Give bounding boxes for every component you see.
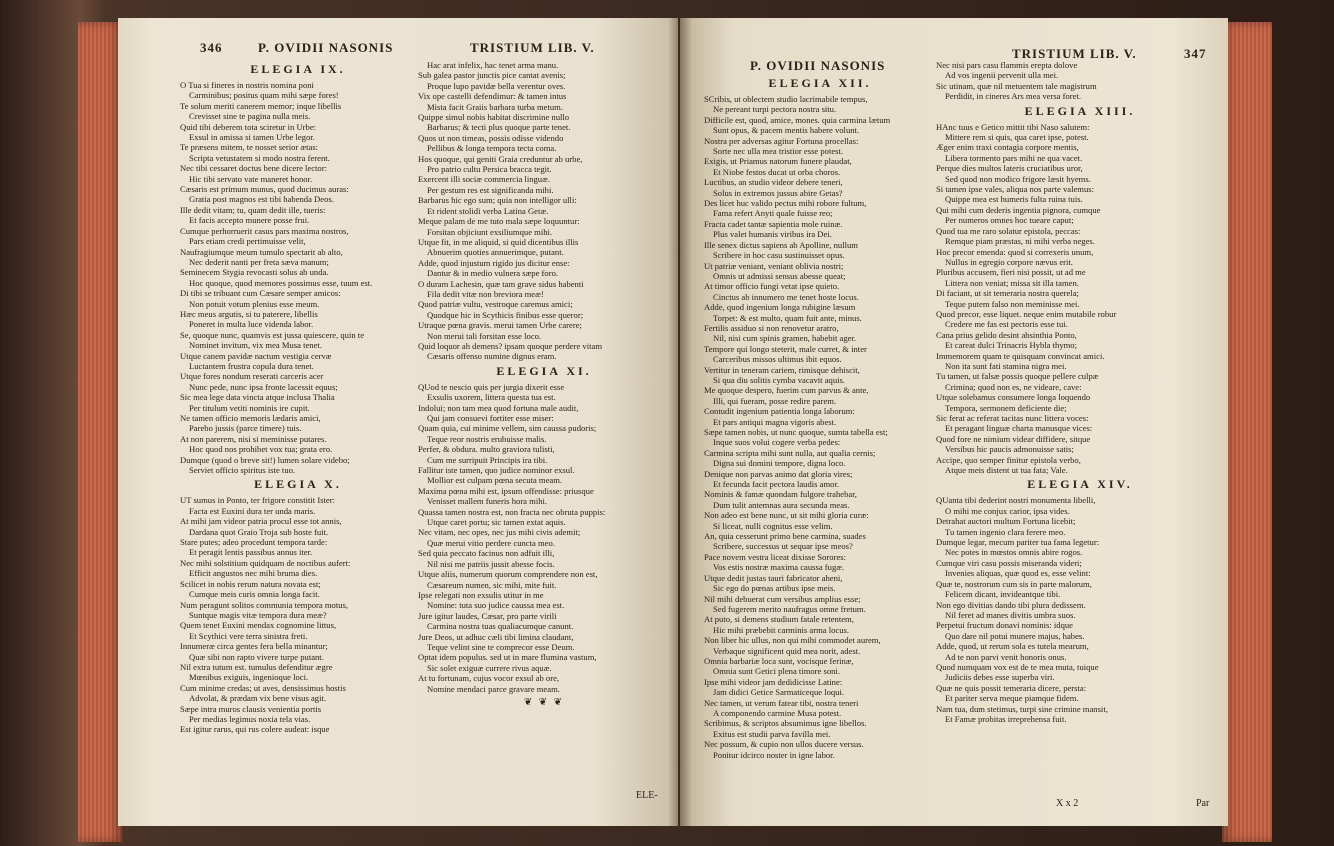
verse-line: Carceribus missos ultimus ibit equos. <box>713 354 842 365</box>
verse-line: Hos quoque, qui geniti Graia creduntur ab urbe, <box>418 153 583 164</box>
verse-line: Jure Deos, ut adhuc cæli tibi limina claudant, <box>418 631 574 642</box>
verse-line: Utque aliis, numerum quorum comprendere non est, <box>418 569 598 580</box>
verse-line: Jam didici Getice Sarmaticeque loqui. <box>713 687 845 698</box>
verse-line: Atque meis distent ut tua fata; Vale. <box>945 465 1068 476</box>
verse-line: Exitus est studii parva favilla mei. <box>713 728 831 739</box>
verse-line: Tempora, sermonem deficiente die; <box>945 402 1067 413</box>
verse-line: Æger enim traxi contagia corpore mentis, <box>936 142 1079 153</box>
verse-line: Si liceat, nulli cognitus esse velim. <box>713 520 833 531</box>
verse-line: O duram Lachesin, quæ tam grave sidus habenti <box>418 278 584 289</box>
verse-line: Hoc precor emenda: quod si correxeris unum, <box>936 246 1094 257</box>
verse-line: Exigis, ut Priamus natorum funere plaudat, <box>704 156 852 167</box>
verse-line: Maxima pœna mihi est, ipsum offendisse: priusque <box>418 485 594 496</box>
verse-line: Adde, quod injustum rigido jus dicitur ense: <box>418 257 570 268</box>
verse-line: Nec potes in mœstos omnis abire rogos. <box>945 547 1083 558</box>
verse-line: Perfer, & obdura. multo graviora tulisti, <box>418 444 555 455</box>
verse-line: Exsulis uxorem, littera questa tua est. <box>427 392 556 403</box>
verse-line: Nominet invitum, vix mea Musa tenet. <box>189 340 322 351</box>
verse-line: Nominis & famæ quondam fulgore trahebar, <box>704 489 857 500</box>
verse-line: Hoc quod nos prohibet vox tua; grata ero. <box>189 444 333 455</box>
verse-line: Quod numquam vox est de te mea muta, tuique <box>936 661 1099 672</box>
ornament: ❦ ❦ ❦ <box>523 696 565 708</box>
verse-line: Nil feret ad manes divitis umbra suos. <box>945 609 1076 620</box>
verse-line: Adde, quod, ut rerum sola es tutela mearum, <box>936 641 1089 652</box>
verse-line: Hic mihi præbebit carminis arma locus. <box>713 624 850 635</box>
verse-line: Cum me surripuit Principis ira tibi. <box>427 454 548 465</box>
verse-line: Cumque meis curis omnia longa facit. <box>189 589 320 600</box>
verse-line: Quod fore ne nimium videar diffidere, sitque <box>936 433 1091 444</box>
verse-line: Est igitur rarus, qui rus colere audeat: isque <box>180 724 330 735</box>
verse-line: Pace novem vestra liceat dixisse Sorores: <box>704 551 846 562</box>
verse-line: Poneret in multa luce videnda labor. <box>189 319 314 330</box>
verse-line: Et pariter serva meque piamque fidem. <box>945 693 1079 704</box>
verse-line: Ne pereant turpi pectora nostra situ. <box>713 104 837 115</box>
verse-line: Quid tibi deberem tota sciretur in Urbe: <box>180 121 317 132</box>
verse-line: Quippe simul nobis habitat discrimine nullo <box>418 112 570 123</box>
verse-line: Sic ego do pœnas artibus ipse meis. <box>713 583 836 594</box>
verse-line: Barbarus hic ego sum; quia non intelligor ulli: <box>418 195 577 206</box>
verse-line: Et peragit lentis passibus annus iter. <box>189 547 313 558</box>
verse-line: Nil nisi me patriis jussit abesse focis. <box>427 558 555 569</box>
verse-line: Cæsaris offenso numine dignus eram. <box>427 351 557 362</box>
left-column-2 <box>418 60 670 712</box>
verse-line: Pluribus accusem, fieri nisi possit, ut ad me <box>936 267 1086 278</box>
verse-line: Cæsaris est primum munus, quod ducimus auras: <box>180 184 349 195</box>
verse-line: Quod tua me raro solatur epistola, peccas: <box>936 225 1081 236</box>
verse-line: Ut patriæ veniant, veniant oblivia nostri; <box>704 260 844 271</box>
verse-line: Utque fit, in me aliquid, si quid dicentibus illis <box>418 236 579 247</box>
verse-line: Innumeræ circa gentes fera bella minantur; <box>180 641 328 652</box>
verse-line: Accipe, quo semper finitur epistola verbo, <box>936 454 1081 465</box>
verse-line: Non liber hic ullus, non qui mihi commodet aurem, <box>704 635 881 646</box>
left-column-1 <box>180 60 416 735</box>
verse-line: Vos estis nostræ maxima caussa fugæ. <box>713 562 845 573</box>
verse-line: Verbaque significent quid mea norit, adest. <box>713 645 861 656</box>
verse-line: Ad te non parvi venit honoris onus. <box>945 651 1067 662</box>
verse-line: Tempore qui longo steterit, male curret, & inter <box>704 343 867 354</box>
signature-mark: X x 2 <box>1056 798 1079 809</box>
verse-line: Quem tenet Euxini mendax cognomine littus, <box>180 620 337 631</box>
verse-line: Per titulum vetiti nominis ire cupit. <box>189 402 310 413</box>
verse-line: Ipse relegati non exsulis utitur in me <box>418 589 544 600</box>
verse-line: Si qua diu solitis cymba vacavit aquis. <box>713 374 845 385</box>
verse-line: Nec vitam, nec opes, nec jus mihi civis ademit; <box>418 527 581 538</box>
verse-line: SCribis, ut oblectem studio lacrimabile tempus, <box>704 94 868 104</box>
page-number: 346 <box>200 40 223 55</box>
verse-line: Se, quoque nunc, quamvis est jussa quiescere, quin te <box>180 329 365 340</box>
verse-line: Perpetui fructum donavi nominis: idque <box>936 620 1074 631</box>
verse-line: Nam tua, dum stetimus, turpi sine crimine mansit, <box>936 703 1108 714</box>
verse-line: Et rident stolidi verba Latina Getæ. <box>427 205 549 216</box>
verse-line: Fertilis assiduo si non renovetur aratro, <box>704 322 839 333</box>
verse-line: Sed quod non modico frigore læsit hyems. <box>945 173 1091 184</box>
verse-line: Quæ ne quis possit temeraria dicere, persta: <box>936 682 1087 693</box>
verse-line: Per numeros omnes hoc tueare caput; <box>945 215 1074 226</box>
verse-line: Hæc meus argutis, si tu paterere, libellis <box>180 308 318 319</box>
verse-line: Non ego divitias dando tibi plura dedissem. <box>936 599 1086 610</box>
verse-line: Fila dedit vitæ non breviora meæ! <box>427 288 544 299</box>
verse-line: Utque dedit justas tauri fabricator aheni, <box>704 572 843 583</box>
verse-line: Sæpe intra muros clausis venientia portis <box>180 703 322 714</box>
verse-line: Ille senex dictus sapiens ab Apolline, nullum <box>704 239 858 250</box>
verse-line: Et Famæ probitas irreprehensa fuit. <box>945 713 1067 724</box>
verse-line: Sic ferat ac referat tacitas nunc littera voces: <box>936 413 1089 423</box>
verse-line: Nec mihi solstitium quidquam de noctibus aufert: <box>180 557 351 568</box>
right-column-2 <box>936 60 1224 724</box>
verse-line: Immemorem quam te quisquam convincat amici. <box>936 350 1105 361</box>
verse-line: Utraque pœna gravis. merui tamen Urbe carere; <box>418 320 582 331</box>
verse-line: Fracta cadet tantæ sapientia mole ruinæ. <box>704 218 843 229</box>
verse-line: Cumque perhorruerit casus pars maxima nostros, <box>180 225 349 236</box>
verse-line: Sic utinam, quæ nil metuentem tale magistrum <box>936 80 1097 91</box>
verse-line: Nostra per adversas agitur Fortuna procellas: <box>704 135 859 146</box>
right-page <box>680 18 1228 826</box>
verse-line: Detrahat auctori multum Fortuna licebit; <box>936 516 1076 527</box>
verse-line: Felicem dicant, invideantque tibi. <box>945 589 1061 600</box>
verse-line: Te solum meriti canerem memor; inque libellis <box>180 100 342 111</box>
verse-line: Num peragunt solitos communia tempora motus, <box>180 599 349 610</box>
verse-line: Jure igitur laudes, Cæsar, pro parte virili <box>418 610 557 621</box>
verse-line: Illi, qui fueram, posse redire parem. <box>713 395 837 406</box>
verse-line: Scribere, successus ut sequar ipse meos? <box>713 541 853 552</box>
verse-line: Di tibi se tribuant cum Cæsare semper amicos: <box>180 288 341 299</box>
verse-line: QUanta tibi dederint nostri monumenta libelli, <box>936 495 1096 506</box>
verse-line: Suntque magis vitæ tempora dura meæ? <box>189 609 327 620</box>
verse-line: Solus in extremos jussus abire Getas? <box>713 187 843 198</box>
verse-line: Gratia post magnos est tibi habenda Deos. <box>189 194 334 205</box>
verse-line: Quassa tamen nostra est, non fracta nec obruta puppis: <box>418 506 606 517</box>
verse-line: Vix ope castelli defendimur: & tamen intus <box>418 91 567 102</box>
verse-line: Advolat, & prædam vix bene visus agit. <box>189 693 327 704</box>
verse-line: Remque piam præstas, ni mihi verba neges. <box>945 236 1095 247</box>
verse-line: At timor officio fungi vetat ipse quieto. <box>704 281 840 292</box>
verse-line: Mittere rem si quis, qua caret ipse, potest. <box>945 132 1089 143</box>
verse-line: Sed quia peccato facinus non adfuit illi, <box>418 548 555 559</box>
verse-line: Nec tibi cessaret doctus bene dicere lector: <box>180 163 327 174</box>
verse-line: Quæ merui vitio perdere cuncta meo. <box>427 537 555 548</box>
verse-line: Omnis ut admissi sensus abesse queat; <box>713 270 846 281</box>
verse-line: Quos ut non timeas, possis odisse videndo <box>418 132 564 143</box>
running-head-author: P. OVIDII NASONIS <box>750 58 886 73</box>
verse-line: Indolui; non tam mea quod fortuna male audit, <box>418 402 579 413</box>
verse-line: Plus valet humanis viribus ira Dei. <box>713 229 832 240</box>
verse-line: Digna sui domini tempore, digna loco. <box>713 458 846 469</box>
verse-line: Carminibus; positus quam mihi sæpe fores! <box>189 90 339 101</box>
verse-line: Quod precor, esse liquet. neque enim mutabile robur <box>936 308 1117 319</box>
verse-line: Nunc pede, nunc ipsa fronte lacessit equus; <box>189 381 338 392</box>
verse-line: Ponitur idcirco noster in igne labor. <box>713 749 835 760</box>
verse-line: QUod te nescio quis per jurgia dixerit esse <box>418 381 565 392</box>
verse-line: Dardana quot Graio Troja sub hoste fuit. <box>189 526 329 537</box>
verse-line: Dantur & in medio vulnera sæpe foro. <box>427 268 559 279</box>
verse-line: Non potuit votum plenius esse meum. <box>189 298 320 309</box>
verse-line: Dum tulit antemnas aura secunda meas. <box>713 499 850 510</box>
verse-line: Nec nisi pars casu flammis erepta dolove <box>936 60 1078 70</box>
verse-line: Dumque (quod o breve sit!) lumen solare videbo; <box>180 454 350 465</box>
verse-line: Cinctus ab innumero me tenet hoste locus. <box>713 291 859 302</box>
running-head-book: TRISTIUM LIB. V. <box>470 40 595 55</box>
verse-line: Utque fores nondum reserati carceris acer <box>180 371 324 382</box>
verse-line: At tu fortunam, cujus vocor exsul ab ore, <box>418 673 560 684</box>
verse-line: Cana prius gelido desint absinthia Ponto, <box>936 329 1077 340</box>
verse-line: Difficile est, quod, amice, mones. quia carmina lætum <box>704 114 891 125</box>
catchword: ELE- <box>636 790 658 801</box>
verse-line: Di faciant, ut sit temeraria nostra querela; <box>936 288 1079 299</box>
elegy-heading: ELEGIA XII. <box>768 76 872 90</box>
verse-line: O Tua si fineres in nostris nomina poni <box>180 80 314 90</box>
elegy-heading: ELEGIA X. <box>254 477 342 492</box>
verse-line: Hic tibi servato vate maneret honor. <box>189 173 313 184</box>
verse-line: At puto, si demens studium fatale retentem, <box>704 614 854 625</box>
verse-line: Teque reor nostris erubuisse malis. <box>427 433 547 444</box>
verse-line: Carmina nostra tuas qualiacumque canunt. <box>427 621 574 632</box>
verse-line: Sub galea pastor junctis pice cantat avenis; <box>418 70 566 81</box>
verse-line: Non adeo est bene nunc, ut sit mihi gloria curæ: <box>704 510 869 521</box>
verse-line: Nil mihi debuerat cum versibus amplius esse; <box>704 593 861 604</box>
verse-line: Et peragant linguæ charta manusque vices: <box>945 423 1093 434</box>
verse-line: Scribimus, & scriptos absumimus igne libellos. <box>704 718 867 729</box>
verse-line: Mollior est culpam pœna secuta meam. <box>427 475 563 486</box>
verse-line: O mihi me conjux carior, ipsa vides. <box>945 505 1070 516</box>
verse-line: Utque caret portu; sic tamen extat aquis. <box>427 517 566 528</box>
elegy-heading: ELEGIA XI. <box>496 363 592 378</box>
elegy-heading: ELEGIA IX. <box>250 62 346 76</box>
verse-line: A componendo carmine Musa potest. <box>713 707 842 718</box>
verse-line: Et Niobe festos ducat ut orba choros. <box>713 166 841 177</box>
left-page <box>118 18 678 826</box>
verse-line: Quam quia, cui minime vellem, sim caussa pudoris; <box>418 423 597 434</box>
verse-line: Teque putem falso non meminisse mei. <box>945 298 1080 309</box>
verse-line: Qui mihi cum dederis ingentia pignora, cumque <box>936 204 1101 215</box>
verse-line: Nec tamen, ut verum fatear tibi, nostra teneri <box>704 697 859 708</box>
verse-line: Per gestum res est significanda mihi. <box>427 184 554 195</box>
verse-line: Nullus in egregio corpore nævus erit. <box>945 256 1073 267</box>
verse-line: Et pars antiqui magna vigoris abest. <box>713 416 837 427</box>
verse-line: Venisset mallem funeris hora mihi. <box>427 496 548 507</box>
verse-line: Nomine: tuta suo judice caussa mea est. <box>427 600 565 611</box>
verse-line: Pars etiam credi pertimuisse velit, <box>189 236 306 247</box>
verse-line: Parebo jussis (parce timere) tuis. <box>189 423 302 434</box>
verse-line: Libera tormento pars mihi ne qua vacet. <box>945 152 1083 163</box>
verse-line: Luctibus, an studio videor debere teneri, <box>704 177 843 188</box>
verse-line: Quæ sibi non rapto vivere turpe putant. <box>189 651 324 662</box>
verse-line: Hoc quoque, quod memores possimus esse, tuum est. <box>189 277 373 288</box>
verse-line: Nil, nisi cum spinis gramen, habebit ager. <box>713 333 856 344</box>
verse-line: Pellibus & longa tempora tecta coma. <box>427 143 557 154</box>
verse-line: Cum minime credas; ut aves, densissimus hostis <box>180 682 346 693</box>
verse-line: Tu tamen ingenio clara ferere meo. <box>945 526 1066 537</box>
verse-line: Forsitan objiciunt exsiliumque mihi. <box>427 226 553 237</box>
verse-line: Sæpe tamen nobis, ut nunc quoque, sumta tabella est; <box>704 427 888 437</box>
verse-line: Hac arat infelix, hac tenet arma manu. <box>427 60 559 70</box>
verse-line: Utque solebamus consumere longa loquendo <box>936 392 1091 403</box>
verse-line: Quod patriæ vultu, vestroque caremus amici; <box>418 299 573 310</box>
verse-line: Proque lupo pavidæ bella verentur oves. <box>427 80 566 91</box>
verse-line: Pro patrio cultu Persica bracca tegit. <box>427 164 552 175</box>
verse-line: Et fecunda facit pectora laudis amor. <box>713 479 839 490</box>
verse-line: Scilicet in nobis rerum natura novata est; <box>180 578 321 589</box>
left-page-edges <box>78 22 122 842</box>
verse-line: Credere me fas est pectoris esse tui. <box>945 319 1068 330</box>
verse-line: Me quoque despero, fuerim cum parvus & ante, <box>704 385 869 396</box>
verse-line: Et careat dulci Trinacris Hybla thymo; <box>945 340 1077 351</box>
verse-line: Barbarus; & tecti plus quoque parte tenet. <box>427 122 571 133</box>
page-number: 347 <box>1184 46 1207 61</box>
verse-line: Sic mea lege data vincta atque inclusa Thalia <box>180 392 335 403</box>
verse-line: Ille dedit vitam; tu, quam dedit ille, tueris: <box>180 204 326 215</box>
verse-line: Inque suos volui cogere verba pedes: <box>713 437 841 448</box>
verse-line: Sunt opus, & pacem mentis habere volunt. <box>713 125 860 136</box>
running-head-book: TRISTIUM LIB. V. <box>1012 46 1137 61</box>
verse-line: Contudit ingenium patientia longa laborum: <box>704 406 855 417</box>
verse-line: Et facis accepto munere posse frui. <box>189 215 310 226</box>
right-column-1 <box>704 74 936 760</box>
verse-line: Cumque viri casu possis miseranda videri; <box>936 557 1082 568</box>
verse-line: Perque dies multos lateris cruciatibus uror, <box>936 163 1083 174</box>
verse-line: Sed fugerem merito naufragus omne fretum. <box>713 603 866 614</box>
verse-line: UT sumus in Ponto, ter frigore constitit Ister: <box>180 495 335 506</box>
verse-line: Efficit angustos nec mihi bruma dies. <box>189 568 318 579</box>
verse-line: Facta est Euxini dura ter unda maris. <box>189 505 316 516</box>
verse-line: Invenies aliquas, quæ quod es, esse velint: <box>945 568 1091 579</box>
verse-line: Serviet officio spiritus iste tuo. <box>189 465 296 476</box>
verse-line: Perdidit, in cineres Ars mea versa foret. <box>945 91 1082 102</box>
verse-line: Meque palam de me tuto mala sæpe loquuntur: <box>418 216 580 227</box>
verse-line: Crimina; quod non es, ne videare, cave: <box>945 381 1082 392</box>
verse-line: Versibus hic paucis admonuisse satis; <box>945 444 1074 455</box>
verse-line: Sic solet exiguæ currere rivus aquæ. <box>427 662 552 673</box>
verse-line: Qui jam consuevi fortiter esse miser: <box>427 413 554 423</box>
verse-line: Judiciis debes esse superba viri. <box>945 672 1055 683</box>
verse-line: Dumque legar, mecum pariter tua fama legetur: <box>936 537 1100 548</box>
right-page-edges <box>1222 22 1272 842</box>
verse-line: Adde, quod ingenium longa rubigine læsum <box>704 302 856 313</box>
verse-line: An, quia cesserunt primo bene carmina, suades <box>704 531 866 542</box>
verse-line: Luctantem frustra copula dura tenet. <box>189 360 314 371</box>
verse-line: Omnia barbariæ loca sunt, vocisque ferinæ, <box>704 655 854 666</box>
verse-line: Carmina scripta mihi sunt nulla, aut qualia cernis; <box>704 447 876 458</box>
running-head-author: P. OVIDII NASONIS <box>258 40 394 55</box>
verse-line: Nil extra tutum est. tumulus defenditur ægre <box>180 661 333 672</box>
verse-line: Nomine mendaci parce gravare meam. <box>427 683 560 694</box>
verse-line: Ipse mihi videor jam dedidicisse Latine: <box>704 676 843 687</box>
verse-line: Te præsens mitem, te nosset serior ætas: <box>180 142 319 153</box>
verse-line: Teque velint sine te comprecor esse Deum. <box>427 641 575 652</box>
verse-line: Omnia sunt Getici plena timore soni. <box>713 666 840 677</box>
verse-line: Scripta vetustatem si modo nostra ferent. <box>189 152 330 163</box>
verse-line: Et Scythici vere terra sinistra freti. <box>189 630 308 641</box>
verse-line: Torpet: & est multo, quam fuit ante, minus. <box>713 312 862 323</box>
verse-line: Fallitur iste tamen, quo judice nominor exsul. <box>418 465 575 476</box>
elegy-heading: ELEGIA XIV. <box>1027 477 1133 492</box>
verse-line: Scribere in hoc casu sustinuisset opus. <box>713 250 845 261</box>
verse-line: At mihi jam videor patria procul esse tot annis, <box>180 516 342 527</box>
verse-line: Naufragiumque meum tumulo spectarit ab alto, <box>180 246 343 257</box>
verse-line: Non ita sunt fati stamina nigra mei. <box>945 360 1067 371</box>
verse-line: Utque canem pavidæ nactum vestigia cervæ <box>180 350 332 361</box>
verse-line: Per medias legimus noxia tela vias. <box>189 713 311 724</box>
verse-line: Tu tamen, ut falsæ possis quoque pellere culpæ <box>936 371 1099 382</box>
verse-line: Quo dare nil potui munere majus, habes. <box>945 630 1085 641</box>
verse-line: Nec possum, & cupio non ullos ducere versus. <box>704 739 864 750</box>
elegy-heading: ELEGIA XIII. <box>1024 103 1136 118</box>
verse-line: Cæsareum numen, sic mihi, mite fuit. <box>427 579 557 590</box>
verse-line: Ne tamen officio memoris lædaris amici, <box>180 413 321 423</box>
verse-line: Si tamen ipse vales, aliqua nos parte valemus: <box>936 184 1094 195</box>
verse-line: Littera non veniat; missa sit illa tamen. <box>945 277 1079 288</box>
verse-line: Nec dederit nanti per freta sæva manum; <box>189 256 329 267</box>
verse-line: HAnc tuus e Getico mittit tibi Naso salutem: <box>936 121 1090 132</box>
verse-line: Non merui tali forsitan esse loco. <box>427 330 542 341</box>
verse-line: Mista facit Graiis barbara turba metum. <box>427 101 564 112</box>
gutter-shadow <box>668 18 692 826</box>
verse-line: Crevisset sine te pagina nulla meis. <box>189 111 311 122</box>
verse-line: Exsul in amissa si tamen Urbe legor. <box>189 132 315 143</box>
verse-line: Des licet huc valido pectus mihi robore fultum, <box>704 198 867 209</box>
catchword: Par <box>1196 798 1210 809</box>
verse-line: Sorte nec ulla mea tristior esse potest. <box>713 146 844 157</box>
verse-line: Stare putes; adeo procedunt tempora tarde: <box>180 537 328 548</box>
verse-line: Denique non parvas animo dat gloria vires; <box>704 468 853 479</box>
verse-line: Optat idem populus. sed ut in mare flumina vastum, <box>418 652 597 663</box>
verse-line: Quodque hic in Scythicis finibus esse queror; <box>427 309 584 320</box>
verse-line: Seminecem Stygia revocasti solus ab unda. <box>180 267 329 278</box>
verse-line: Quæ te, nostrorum cum sis in parte malorum, <box>936 578 1092 589</box>
verse-line: Quid loquor ah demens? ipsam quoque perdere vitam <box>418 340 602 351</box>
verse-line: Fama refert Anyti quale fuisse reo; <box>713 208 833 219</box>
verse-line: Exercent illi sociæ commercia linguæ. <box>418 174 550 185</box>
verse-line: Mœnibus exiguis, ingenioque loci. <box>189 672 309 683</box>
verse-line: Vertitur in teneram cariem, rimisque dehiscit, <box>704 364 860 375</box>
verse-line: At non parerem, nisi si meminisse putares. <box>180 433 327 444</box>
verse-line: Ad vos ingenii pervenit ulla mei. <box>945 70 1059 81</box>
verse-line: Quippe mea est humeris fulta ruina tuis. <box>945 194 1083 205</box>
verse-line: Abnuerim quoties annuerimque, putant. <box>427 247 564 258</box>
